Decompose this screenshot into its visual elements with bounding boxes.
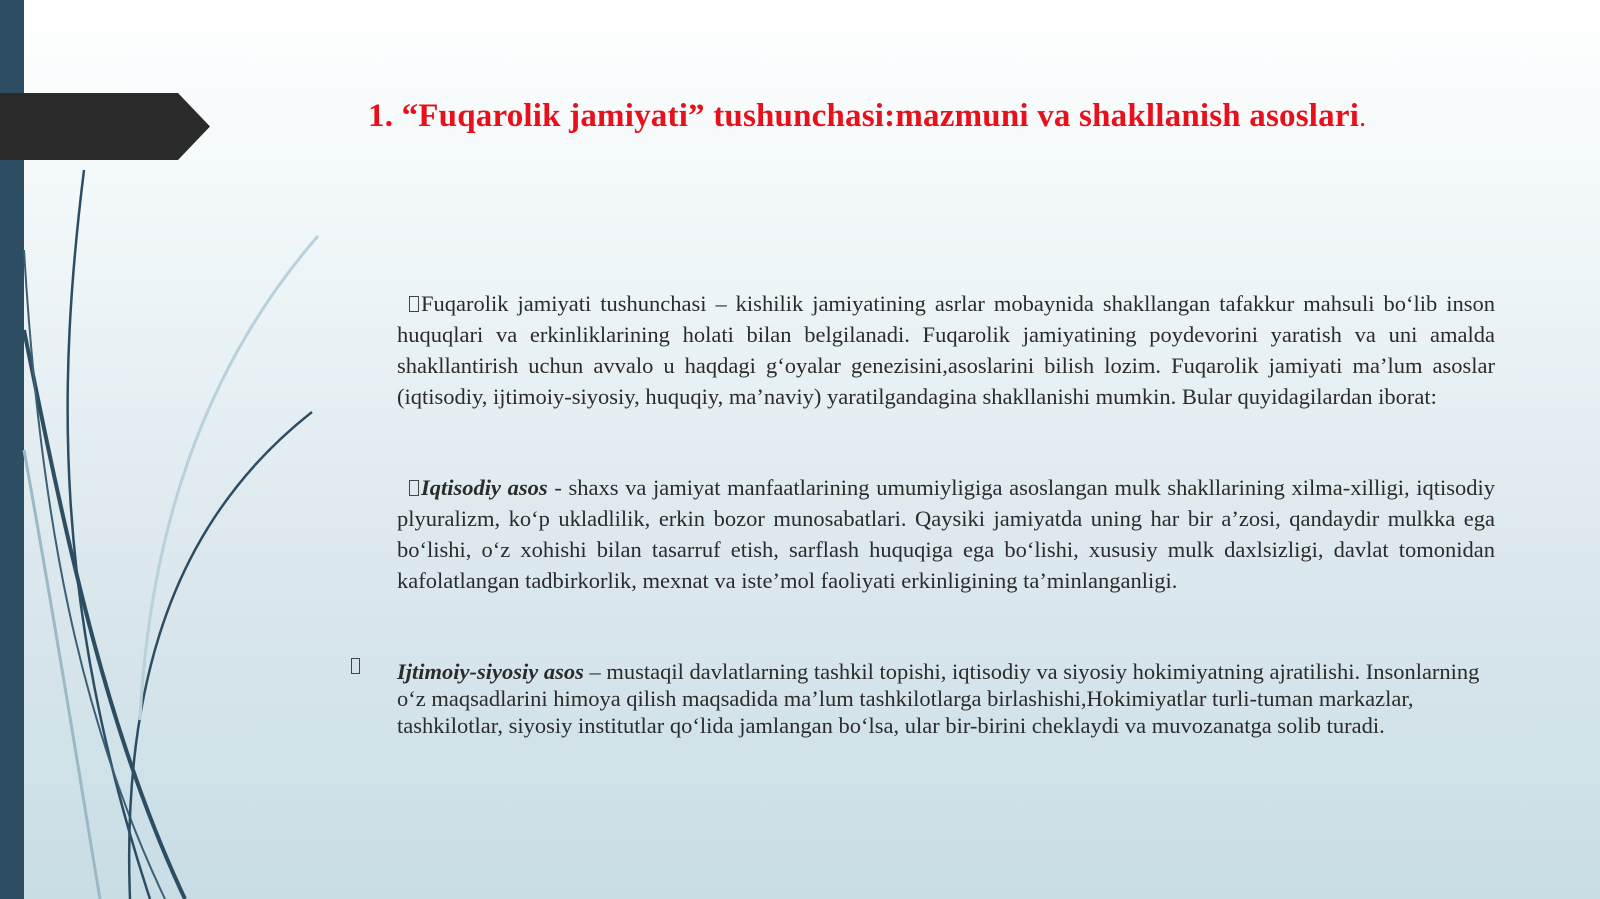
paragraph-text: - shaxs va jamiyat manfaatlarining umumiyligiga asoslangan mulk shakllarining xilma-xilligi, iqtisodiy plyuralizm, ko‘p ukladlilik, erkin bozor munosabatlari. Qaysiki jamiyatda uning har bir a’zosi, qandaydir mulkka ega bo‘lishi, o‘z xohishi bilan tasarruf etish, sarflash huquqiga ega bo‘lishi, xususiy mulk daxlsizligi, davlat tomonidan kafolatlangan tadbirkorlik, mexnat va iste’mol faoliyati erkinligining ta’minlanganligi. <box>397 475 1496 593</box>
slide-title <box>368 98 1568 135</box>
bullet-icon <box>409 296 419 312</box>
decorative-swoosh-lines <box>0 0 340 899</box>
title-text: 1. “Fuqarolik jamiyati” tushunchasi:mazmuni va shakllanish asoslari <box>368 98 1360 134</box>
paragraph-text: Fuqarolik jamiyati tushunchasi – kishilik jamiyatining asrlar mobaynida shakllangan tafakkur mahsuli bo‘lib inson huquqlari va erkinliklarining holati bilan belgilanadi. Fuqarolik jamiyatining poydevorini yaratish va uni amalda shakllantirish uchun avvalo u haqdagi g‘oyalar genezisini,asoslarini bilish lozim. Fuqarolik jamiyati ma’lum asoslar (iqtisodiy, ijtimoiy-siyosiy, huquqiy, ma’naviy) yaratilgandagina shakllanishi mumkin. Bular quyidagilardan iborat: <box>397 291 1495 409</box>
title-dot: . <box>1359 102 1367 133</box>
bullet-icon <box>409 480 419 496</box>
paragraph-sociopolitical-basis <box>397 658 1495 739</box>
paragraph-economic-basis <box>397 472 1495 596</box>
term-economic-basis: Iqtisodiy asos <box>421 475 548 500</box>
paragraph-definition <box>397 288 1495 412</box>
paragraph-text: – mustaqil davlatlarning tashkil topishi, iqtisodiy va siyosiy hokimiyatning ajratilishi. Insonlarning o‘z maqsadlarini himoya qilish maqsadida ma’lum tashkilotlarga birlashishi,Hokimiyatlar turli-tuman markazlar, tashkilotlar, siyosiy institutlar qo‘lida jamlangan bo‘lsa, ular bir-birini cheklaydi va muvozanatga solib turadi. <box>397 659 1480 738</box>
term-sociopolitical-basis: Ijtimoiy-siyosiy asos <box>397 659 584 684</box>
bullet-icon <box>351 658 360 674</box>
